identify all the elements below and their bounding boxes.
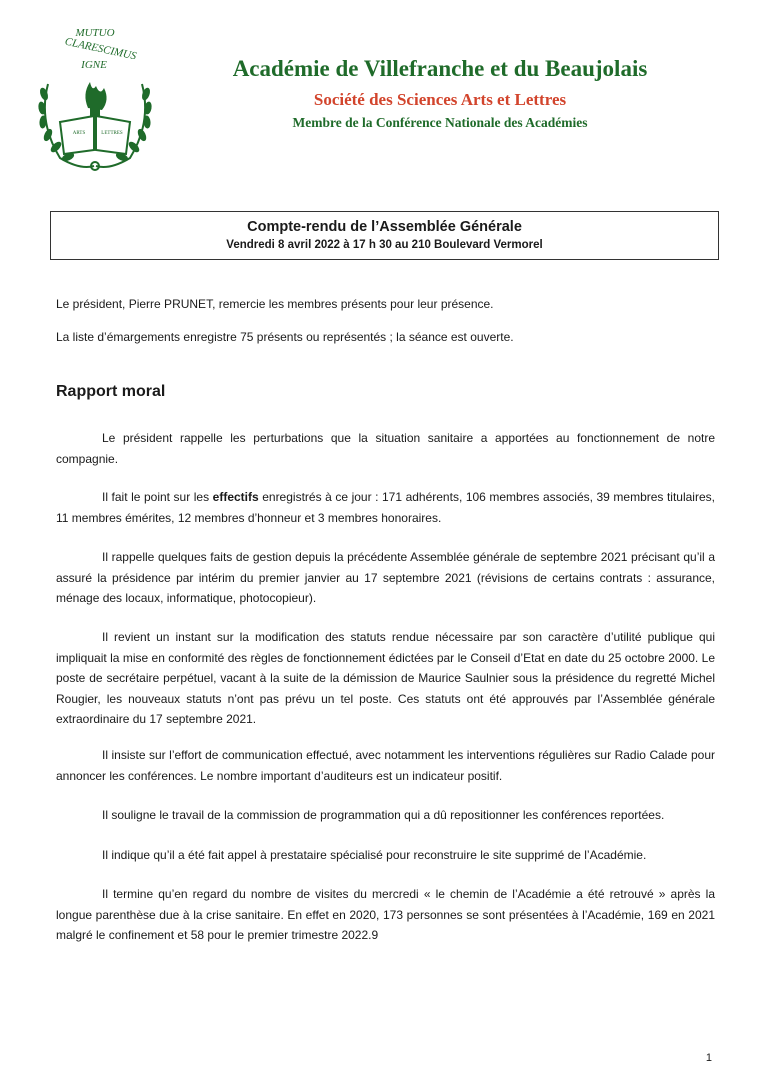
paragraph-4: Il revient un instant sur la modification des statuts rendue nécessaire par son caractère d’utilité publique qui impliquait la mise en conformité des règles de fonctionnement édictées par le Conseil d’Etat en date du 25 octobre 2000. Le poste de secrétaire perpétuel, vacant à la suite de la démission de Maurice Saulnier sous la présidence du regretté Michel Rougier, les nouveaux statuts n’ont pas prévu un tel poste. Ces statuts ont été approuvés par l’Assemblée générale extraordinaire du 17 septembre 2021. [56,630,715,726]
motto-line-2: CLARESCIMUS [63,35,138,63]
paragraph-7: Il indique qu’il a été fait appel à prestataire spécialisé pour reconstruire le site supprimé de l’Académie. [102,848,647,862]
paragraph-3: Il rappelle quelques faits de gestion depuis la précédente Assemblée générale de septembre 2021 précisant qu’il a assuré la présidence par intérim du premier janvier au 17 septembre 2021 (révisions de certains contrats : assurance, ménage des locaux, informatique, photocopieur). [56,550,715,605]
flame-icon [85,82,106,116]
intro-line-1: Le président, Pierre PRUNET, remercie les membres présents pour leur présence. [56,297,494,311]
svg-text:LETTRES: LETTRES [101,131,123,136]
paragraph-2-after: enregistrés à ce jour : 171 adhérents, 106 membres associés, 39 membres titulaires, 11 membres émérites, 12 membres d’honneur et 3 membres honoraires. [56,490,715,525]
paragraph-8: Il termine qu’en regard du nombre de visites du mercredi « le chemin de l’Académie a été retrouvé » après la longue parenthèse due à la crise sanitaire. En effet en 2020, 173 personnes se sont présentées à l’Académie, 169 en 2021 malgré le confinement et 58 pour le premier trimestre 2022.9 [56,887,715,942]
paragraph-2 [56,487,715,528]
motto-line-3: IGNE [81,59,107,71]
book-text: ARTS [72,131,86,136]
academy-title: Académie de Villefranche et du Beaujolais [232,56,648,81]
academy-seal-logo [30,22,160,172]
academy-membership: Membre de la Conférence Nationale des Académies [292,115,588,130]
paragraph-6: Il souligne le travail de la commission de programmation qui a dû repositionner les conférences reportées. [102,808,665,822]
paragraph-5: Il insiste sur l’effort de communication effectué, avec notamment les interventions régulières sur Radio Calade pour annoncer les conférences. Le nombre important d’auditeurs est un indicateur positif. [56,748,715,783]
report-date-location: Vendredi 8 avril 2022 à 17 h 30 au 210 Boulevard Vermorel [226,239,543,251]
paragraph-1: Le président rappelle les perturbations que la situation sanitaire a apportées au fonctionnement de notre compagnie. [56,431,715,466]
academy-subtitle: Société des Sciences Arts et Lettres [313,90,567,109]
page-number: 1 [705,1052,712,1064]
report-title: Compte-rendu de l’Assemblée Générale [247,219,522,235]
section-heading: Rapport moral [56,383,166,400]
open-book-icon [60,116,130,154]
paragraph-2-bold: effectifs [212,490,259,504]
report-title-box [50,211,719,260]
intro-line-2: La liste d’émargements enregistre 75 présents ou représentés ; la séance est ouverte. [56,330,514,344]
motto-line-1: MUTUO [75,27,115,39]
paragraph-2-before: Il fait le point sur les [102,490,213,504]
